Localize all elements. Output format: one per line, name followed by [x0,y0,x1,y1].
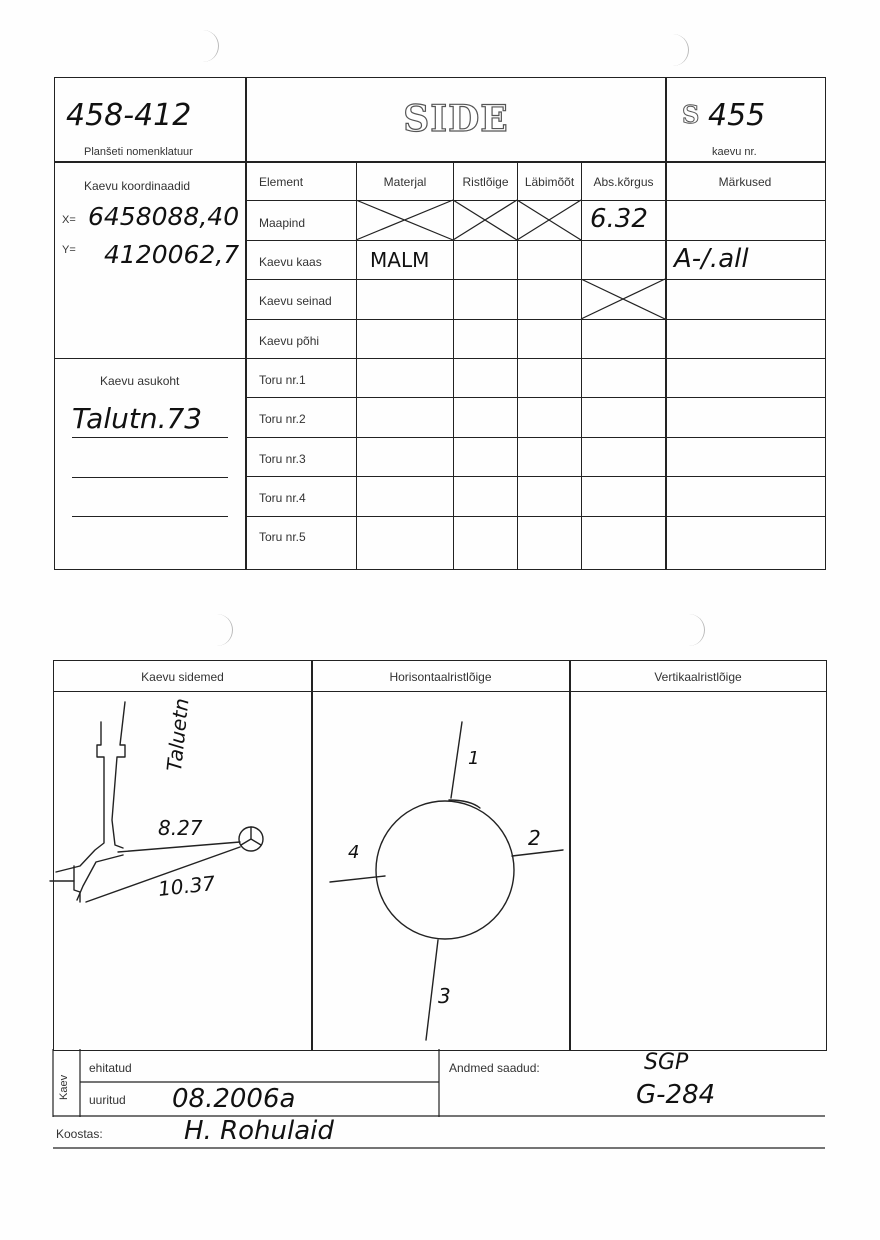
punch-hole [196,30,219,62]
row-element: Toru nr.3 [259,452,306,466]
nomenclature-value: 458-412 [66,98,192,133]
row-element: Toru nr.4 [259,491,306,505]
row-element: Kaevu põhi [259,334,320,348]
kaev-label: Kaev [58,1074,70,1100]
kaas-material: MALM [370,248,430,272]
row-element: Toru nr.1 [259,373,306,387]
coordinates-label: Kaevu koordinaadid [84,179,191,193]
surveyed-label: uuritud [89,1093,126,1107]
built-label: ehitatud [89,1061,132,1075]
x-label: X= [62,214,76,226]
header-diameter: Läbimõõt [524,175,575,189]
header-abs-height: Abs.kõrgus [593,175,654,189]
data-source-label: Andmed saadud: [449,1061,540,1075]
pipe-4-label: 4 [348,842,360,863]
well-number: 455 [708,98,766,133]
data-source-value-2: G-284 [636,1080,716,1110]
well-prefix: S [682,100,700,129]
y-coordinate: 4120062,7 [104,240,240,269]
col-horizontal-label: Horisontaalristlõige [389,670,492,684]
header-notes: Märkused [718,175,772,189]
col-connections-label: Kaevu sidemed [141,670,224,684]
well-number-label: kaevu nr. [712,146,757,158]
distance-2: 10.37 [156,871,217,901]
surveyed-value: 08.2006a [172,1084,296,1114]
header-material: Materjal [383,175,427,189]
x-coordinate: 6458088,40 [88,202,240,231]
location-label: Kaevu asukoht [100,374,180,388]
compiler-label: Koostas: [56,1127,103,1141]
header-cross-section: Ristlõige [462,175,509,189]
location-value: Talutn.73 [72,402,203,435]
punch-hole [666,34,689,66]
header-element: Element [259,175,304,189]
pipe-2-label: 2 [528,826,541,850]
row-element: Kaevu seinad [259,294,332,308]
col-vertical-label: Vertikaalristlõige [654,670,742,684]
compiler-value: H. Rohulaid [184,1116,334,1146]
street-name: Taluetn [162,696,194,773]
punch-hole [682,614,705,646]
data-source-value-1: SGP [644,1050,689,1075]
row-element: Toru nr.2 [259,412,306,426]
nomenclature-label: Planšeti nomenklatuur [84,146,193,158]
distance-1: 8.27 [158,816,203,840]
page-title: SIDE [403,98,509,140]
punch-hole [210,614,233,646]
pipe-1-label: 1 [468,748,480,769]
row-element: Toru nr.5 [259,530,306,544]
y-label: Y= [62,244,76,256]
row-element: Maapind [259,216,306,230]
maapind-abs-height: 6.32 [590,204,648,234]
row-element: Kaevu kaas [259,255,322,269]
pipe-3-label: 3 [438,984,451,1008]
kaas-notes: A-/.all [674,244,749,274]
